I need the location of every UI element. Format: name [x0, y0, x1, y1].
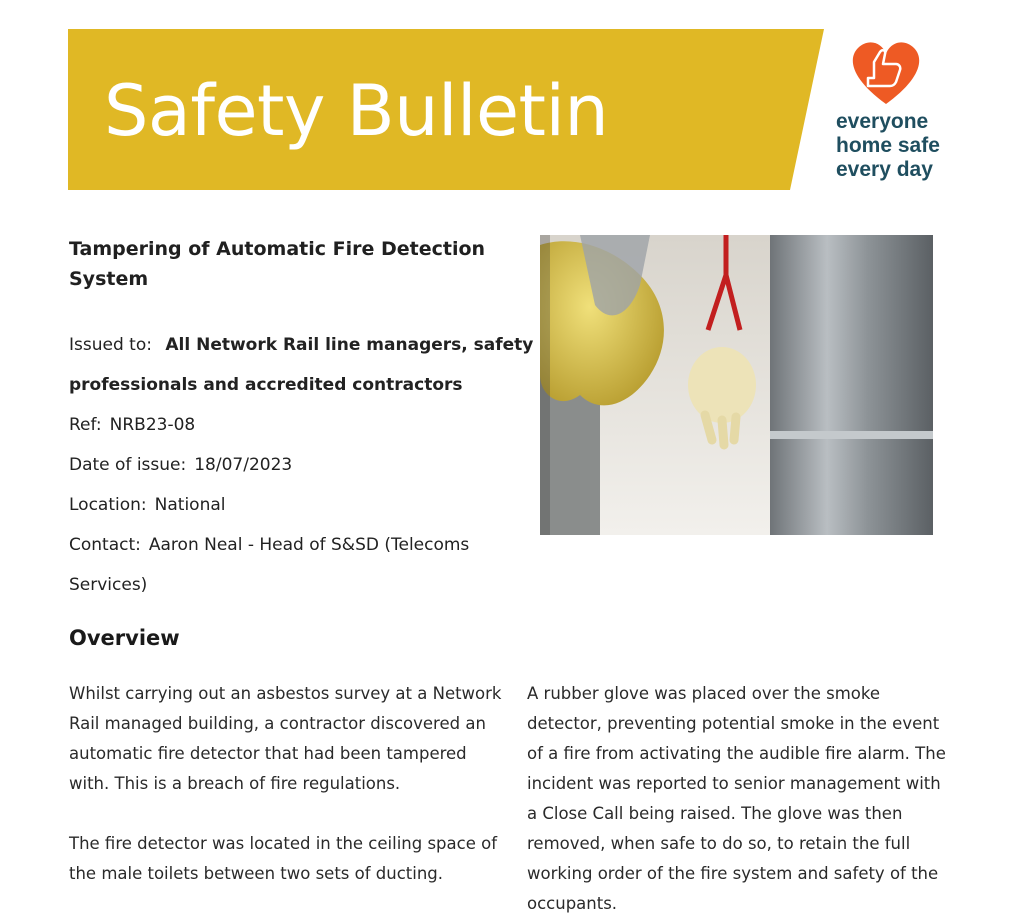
location-row — [69, 485, 519, 525]
contact-row-cont — [69, 565, 519, 605]
overview-paragraph-3: A rubber glove was placed over the smoke detector, preventing potential smoke in the event of a fire from activating the audible fire alarm. The incident was reported to senior management with a Close Call being raised. The glove was then removed, when safe to do so, to retain the full working order of the fire system and safety of the occupants. — [527, 684, 946, 913]
issued-to-row-cont — [69, 365, 519, 405]
logo-line-2: home safe — [836, 134, 940, 157]
contact-value-cont: Services) — [69, 575, 148, 595]
date-label: Date of issue: — [69, 455, 187, 475]
issued-to-label: Issued to: — [69, 335, 152, 355]
logo-line-3: every day — [836, 158, 933, 181]
ref-row — [69, 405, 519, 445]
location-label: Location: — [69, 495, 147, 515]
page-title: Safety Bulletin — [104, 70, 609, 152]
ref-value: NRB23-08 — [109, 415, 196, 435]
ref-label: Ref: — [69, 415, 102, 435]
photo-right-duct — [770, 235, 933, 535]
fire-detector-photo — [540, 235, 933, 535]
issued-to-row — [69, 325, 534, 365]
overview-column-right — [527, 679, 947, 919]
date-value: 18/07/2023 — [194, 455, 293, 475]
contact-row — [69, 525, 519, 565]
contact-label: Contact: — [69, 535, 141, 555]
overview-column-left — [69, 679, 509, 889]
overview-heading: Overview — [69, 626, 180, 650]
photo-duct-band — [770, 431, 933, 439]
contact-value: Aaron Neal - Head of S&SD (Telecoms — [148, 535, 470, 555]
logo-line-1: everyone — [836, 110, 929, 133]
bulletin-meta — [69, 325, 534, 605]
logo-tagline — [836, 110, 940, 182]
location-value: National — [154, 495, 226, 515]
overview-paragraph-1: Whilst carrying out an asbestos survey at a Network Rail managed building, a contractor discovered an automatic fire detector that had been tampered with. This is a breach of fire regulations. — [69, 684, 502, 793]
photo-left-shadow — [540, 235, 550, 535]
date-row — [69, 445, 519, 485]
bulletin-title: Tampering of Automatic Fire Detection System — [69, 238, 486, 290]
issued-to-value-cont: professionals and accredited contractors — [69, 375, 463, 395]
photo-glove — [688, 347, 756, 423]
overview-paragraph-2: The fire detector was located in the ceiling space of the male toilets between two sets of ducting. — [69, 834, 498, 883]
issued-to-value: All Network Rail line managers, safety — [165, 335, 534, 355]
photo-glove-fingers — [705, 415, 736, 445]
